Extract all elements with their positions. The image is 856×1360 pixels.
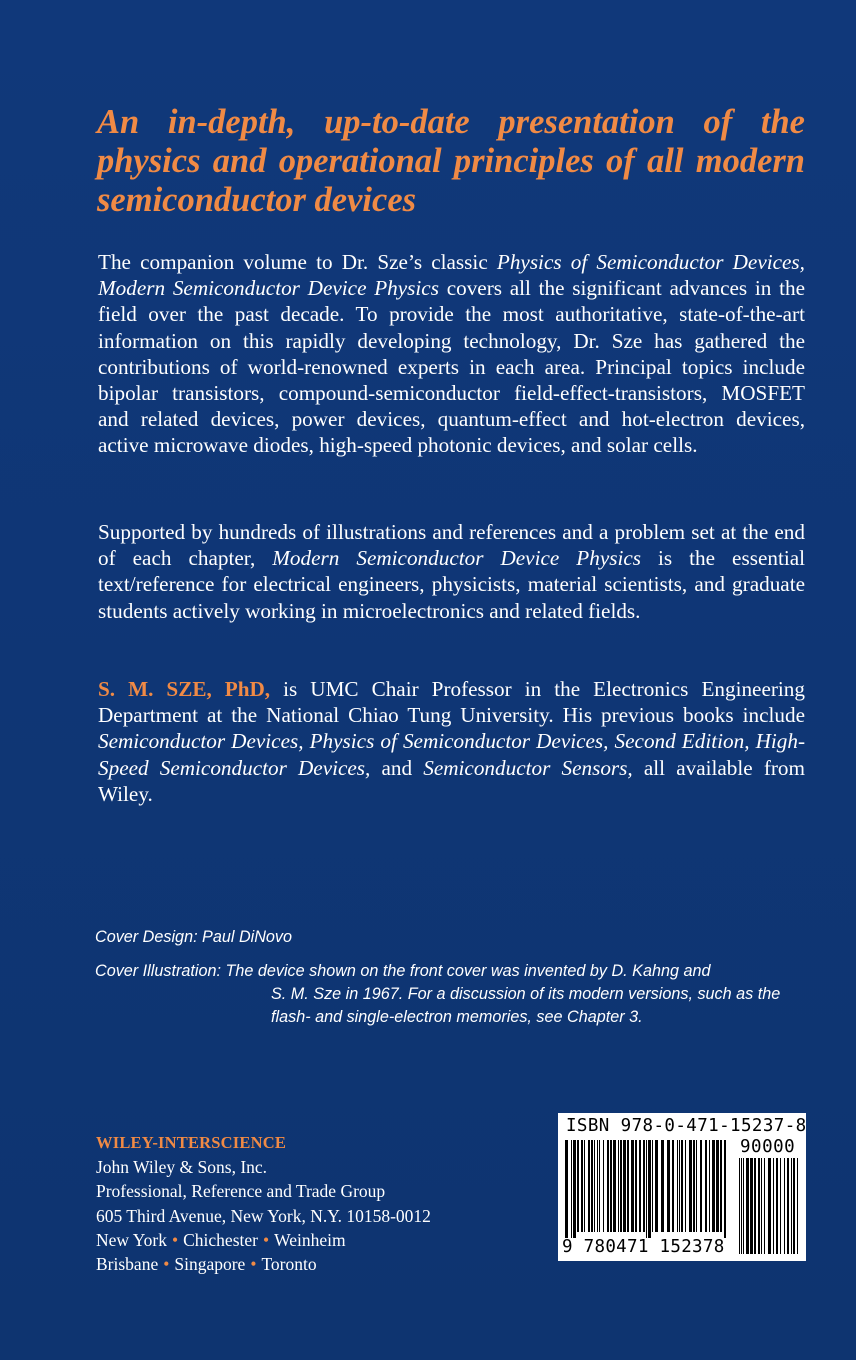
description-text-2: covers all the significant advances in the field over the past decade. To provide the most authoritative, state-of-the-art information on this rapidly developing technology, Dr. Sze has gathered the contributions of world-renowned experts in each area. Principal topics include bipolar transistors, compound-semiconductor field-effect-transistors, MOSFET and related devices, power devices, quantum-effect and hot-electron devices, active microwave diodes, high-speed photonic devices, and solar cells. [98,276,805,458]
description-paragraph [98,249,805,459]
description-text-1: The companion volume to Dr. Sze’s classic [98,250,497,274]
audience-text-1: Supported by hundreds of illustrations and references and a problem set at the end of each chapter, [98,520,805,571]
city: New York [96,1229,167,1250]
city: Brisbane [96,1254,159,1275]
bullet-icon: • [250,1254,257,1275]
author-previous-books: Semiconductor Devices, Physics of Semiconductor Devices, Second Edition, High-Speed Semiconductor Devices, [98,729,805,780]
city: Toronto [261,1254,317,1275]
city: Singapore [174,1254,246,1275]
cover-design-credit: Cover Design: Paul DiNovo [95,928,293,946]
bullet-icon: • [171,1229,179,1250]
ean-barcode-icon [564,1140,728,1238]
author-bio-text-1: is UMC Chair Professor in the Electronics Engineering Department at the National Chiao Tung University. His previous books include [98,677,805,728]
headline: An in-depth, up-to-date presentation of the physics and operational principles of all modern semiconductor devices [97,103,805,219]
addon-barcode-icon [738,1158,800,1254]
publisher-cities-1 [96,1228,516,1252]
bullet-icon: • [163,1254,170,1275]
author-name: S. M. SZE, PhD, [98,677,271,701]
city: Weinheim [274,1229,346,1250]
publisher-address: 605 Third Avenue, New York, N.Y. 10158-0012 [96,1205,431,1226]
audience-book-title: Modern Semiconductor Device Physics [272,546,642,571]
author-bio-text-2: and [370,755,424,780]
author-bio-text-3: all available from Wiley. [98,755,806,806]
cover-illustration-line-1: Cover Illustration: The device shown on the front cover was invented by D. Kahng and [95,962,711,980]
isbn-number: ISBN 978-0-471-15237-8 [566,1116,807,1136]
cover-illustration-credit [95,960,807,1029]
publisher-imprint: WILEY-INTERSCIENCE [96,1133,287,1152]
author-sensors-book: Semiconductor Sensors, [423,755,633,780]
description-book-titles: Physics of Semiconductor Devices, Modern Semiconductor Device Physics [98,250,805,301]
cover-illustration-line-3: flash- and single-electron memories, see Chapter 3. [271,1008,643,1026]
publisher-cities-2 [96,1252,516,1276]
audience-text-2: is the essential text/reference for electrical engineers, physicists, material scientists, and graduate students actively working in microelectronics and related fields. [98,546,806,623]
barcode-addon-number: 90000 [740,1137,796,1157]
barcode-label [558,1113,806,1261]
city: Chichester [183,1229,258,1250]
publisher-block [96,1131,516,1276]
publisher-group: Professional, Reference and Trade Group [96,1181,386,1202]
audience-paragraph [98,519,805,624]
bullet-icon: • [262,1229,270,1250]
author-bio [98,676,805,807]
publisher-company: John Wiley & Sons, Inc. [96,1157,268,1178]
ean-number: 9 780471 152378 [562,1237,725,1257]
cover-illustration-line-2: S. M. Sze in 1967. For a discussion of its modern versions, such as the [271,985,781,1003]
